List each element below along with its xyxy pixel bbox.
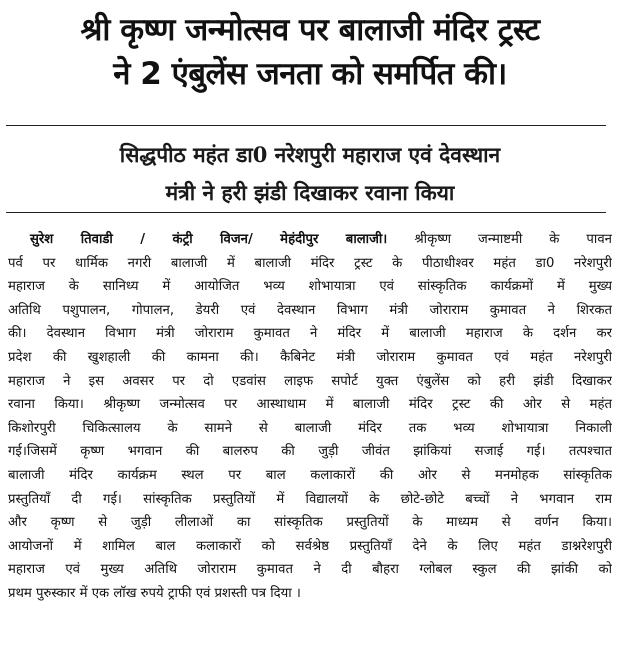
article-line: की। देवस्थान विभाग मंत्री जोराराम कुमावत ने मंदिर में बालाजी महाराज के दर्शन कर [8,326,612,342]
subheadline-line-2: मंत्री ने हरी झंडी दिखाकर रवाना किया [165,180,455,205]
headline-line-1: श्री कृष्ण जन्मोत्सव पर बालाजी मंदिर ट्रस्ट [80,12,540,48]
article-body [8,228,612,606]
divider-rule-top [6,125,606,126]
article-line: प्रदेश की खुशहाली की कामना की। कैबिनेट मंत्री जोराराम कुमावत एवं महंत नरेशपुरी [8,349,612,365]
headline [8,8,612,96]
headline-line-2: ने 2 एंबुलेंस जनता को समर्पित की। [113,56,507,92]
byline: सुरेश तिवाडी / कंट्री विजन/ मेहंदीपुर बालाजी। [30,232,388,247]
article-line: पर्व पर धार्मिक नगरी बालाजी में बालाजी मंदिर ट्रस्ट के पीठाधीश्वर महंत डा0 नरेशपुरी [8,255,612,271]
article-line: महाराज एवं मुख्य अतिथि जोराराम कुमावत ने दी बौहरा ग्लोबल स्कुल की झांकी को [8,562,612,578]
article-line: रवाना किया। श्रीकृष्ण जन्मोत्सव पर आस्थाधाम में बालाजी मंदिर ट्रस्ट की ओर से महंत [8,397,612,413]
article-line: आयोजनों में शामिल बाल कलाकारों को सर्वश्रेष्ठ प्रस्तुतियाँ देने के लिए महंत डाश्नरेशपुरी [8,538,612,554]
article-line: गई।जिसमें कृष्ण भगवान की बालरुप की जुड़ी जीवंत झांकियां सजाई गई। तत्पश्चात [8,444,612,460]
article-line-text: श्रीकृष्ण जन्माष्टमी के पावन [387,232,612,247]
article-line: किशोरपुरी चिकित्सालय के सामने से बालाजी मंदिर तक भव्य शोभायात्रा निकाली [8,420,612,436]
article-line [8,228,612,252]
article-line: प्रथम पुरुस्कार में एक लॉख रुपये ट्राफी एवं प्रशस्ती पत्र दिया । [8,585,301,601]
subheadline-line-1: सिद्धपीठ महंत डा0 नरेशपुरी महाराज एवं देवस्थान [119,142,501,167]
article-line: प्रस्तुतियाँ दी गई। सांस्कृतिक प्रस्तुतियों में विद्यालयों के छोटे-छोटे बच्चों ने भगवान राम [8,491,612,507]
article-line: महाराज के सानिध्य में आयोजित भव्य शोभायात्रा एवं सांस्कृतिक कार्यक्रमों में मुख्य [8,279,612,295]
divider-rule-body [6,212,606,213]
article-line: महाराज ने इस अवसर पर दो एडवांस लाइफ सपोर्ट युक्त एंबुलेंस को हरी झंडी दिखाकर [8,373,612,389]
article-line: बालाजी मंदिर कार्यक्रम स्थल पर बाल कलाकारों की ओर से मनमोहक सांस्कृतिक [8,467,612,483]
subheadline [8,136,612,212]
article-line: अतिथि पशुपालन, गोपालन, डेयरी एवं देवस्थान विभाग मंत्री जोराराम कुमावत ने शिरकत [8,302,612,318]
article-line: और कृष्ण से जुड़ी लीलाओं का सांस्कृतिक प्रस्तुतियों के माध्यम से वर्णन किया। [8,515,612,531]
